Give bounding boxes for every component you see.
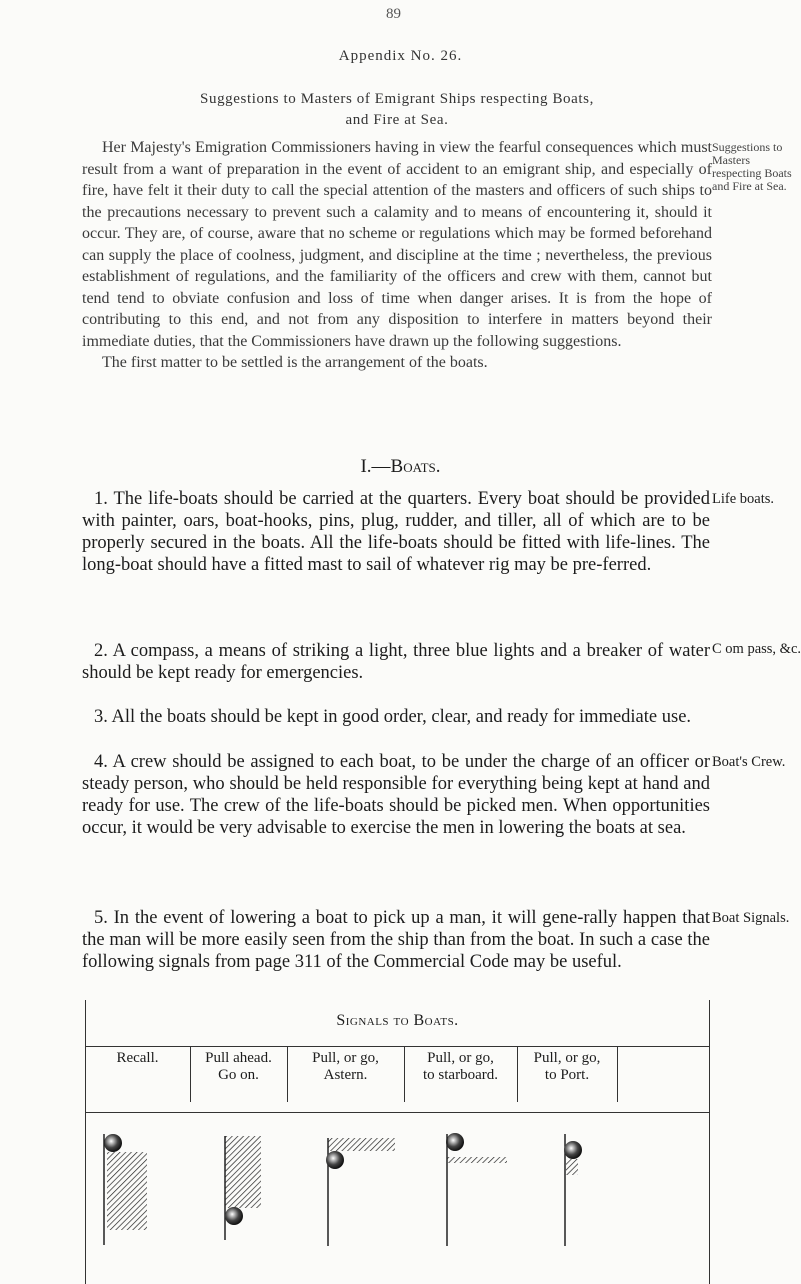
margin-note: Suggestions to Masters respecting Boats and Fire at Sea. [712, 140, 792, 193]
item-text: 4. A crew should be assigned to each boat, to be under the charge of an officer or steady person, who should be held responsible for everything being kept at hand and ready for use. The crew of the life-boats should be picked men. When opportunities occur, it would be very advisable to exercise the men in lowering the boats at sea. [82, 752, 710, 838]
document-heading: Suggestions to Masters of Emigrant Ships respecting Boats, [200, 91, 594, 107]
pull-port-signal [564, 1134, 582, 1246]
pull-ahead-signal [225, 1136, 261, 1240]
signals-table [85, 1000, 710, 1284]
column-header-line: Recall. [116, 1050, 159, 1066]
item-4 [82, 751, 710, 839]
column-header-line: to Port. [544, 1067, 590, 1083]
item-text: 3. All the boats should be kept in good order, clear, and ready for immediate use. [94, 707, 692, 727]
side-note: Boat Signals. [712, 910, 790, 926]
column-header-line: Go on. [218, 1067, 259, 1083]
pull-starboard-signal [446, 1133, 507, 1246]
section-title: I.—Boats. [360, 456, 441, 477]
item-text: 2. A compass, a means of striking a light, three blue lights and a breaker of water should be kept ready for emergencies. [82, 641, 710, 683]
column-header-line: Pull, or go, [427, 1050, 494, 1066]
item-text: 5. In the event of lowering a boat to pick up a man, it will gene-rally happen that the man will be more easily seen from the ship than from the boat. In such a case the following signals from page 311 of the Commercial Code may be useful. [82, 908, 710, 972]
column-header-line: Astern. [323, 1067, 368, 1083]
appendix-title: Appendix No. 26. [338, 48, 463, 64]
column-header-line: Pull, or go, [312, 1050, 379, 1066]
pull-astern-signal [326, 1138, 395, 1246]
side-note: Boat's Crew. [712, 754, 786, 770]
item-2 [82, 640, 710, 684]
item-5 [82, 907, 710, 973]
column-header-line: Pull ahead. [205, 1050, 272, 1066]
column-header-line: to starboard. [423, 1067, 498, 1083]
intro-paragraph: Her Majesty's Emigration Commissioners having in view the fearful consequences which must result from a want of preparation in the event of accident to an emigrant ship, and especially of fire, have felt it their duty to call the special attention of the masters and officers of such ships to the precautions necessary to prevent such a calamity and to means of encountering it, should it occur. They are, of course, aware that no scheme or regulations which may be formed beforehand can supply the place of coolness, judgment, and discipline at the time ; nevertheless, the previous establishment of regulations, and the familiarity of the officers and crew with them, cannot but tend tend to obviate confusion and loss of time when danger arises. It is from the hope of contributing to this end, and not from any disposition to interfere in matters beyond their immediate duties, that the Commissioners have drawn up the following suggestions. [82, 139, 712, 350]
intro-paragraph: The first matter to be settled is the arrangement of the boats. [102, 354, 488, 371]
intro-text [82, 137, 712, 374]
side-note: Life boats. [712, 491, 775, 507]
signal-illustrations [85, 1000, 710, 1284]
item-1 [82, 488, 710, 576]
page-number: 89 [386, 6, 401, 22]
signals-title: Signals to Boats. [336, 1012, 459, 1029]
item-text: 1. The life-boats should be carried at the quarters. Every boat should be provided with painter, oars, boat-hooks, pins, plug, rudder, and tiller, all of which are to be properly secured in the boats. All the life-boats should be fitted with life-lines. The long-boat should have a fitted mast to sail of whatever rig may be pre-ferred. [82, 489, 710, 575]
column-header-line: Pull, or go, [533, 1050, 601, 1066]
recall-signal [104, 1134, 147, 1245]
item-3 [82, 706, 710, 728]
document-heading-continued: and Fire at Sea. [345, 112, 449, 128]
side-note: C om pass, &c. [712, 641, 801, 657]
